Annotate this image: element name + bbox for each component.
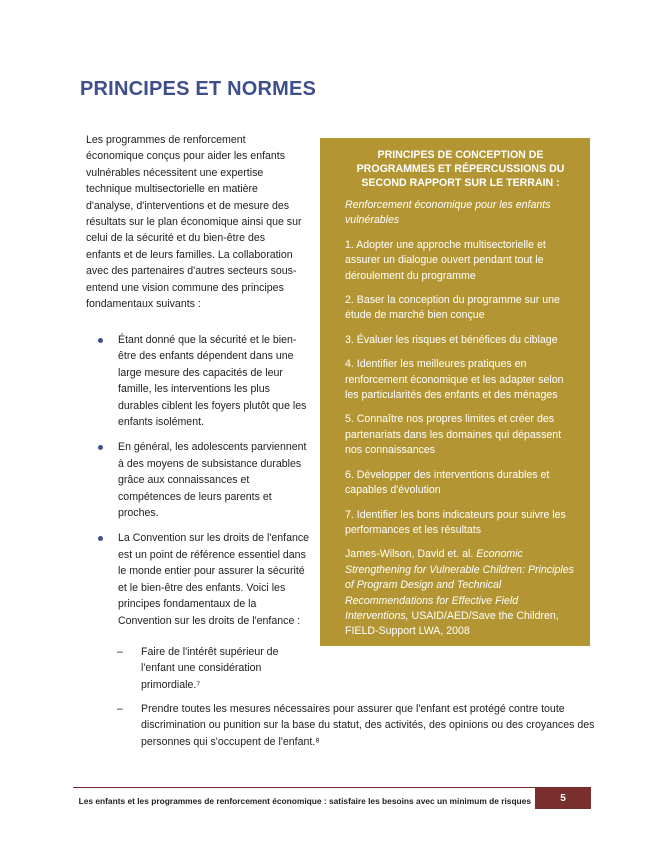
box-heading: PRINCIPES DE CONCEPTION DE PROGRAMMES ET RÉPERCUSSIONS DU SECOND RAPPORT SUR LE TERRAIN : — [356, 149, 565, 189]
footer-running-title: Les enfants et les programmes de renforcement économique : satisfaire les besoins avec un minimum de risques — [78, 796, 531, 806]
sub-item-text: Faire de l'intérêt supérieur de l'enfant une considération primordiale.⁷ — [141, 646, 279, 691]
principle-item: 1. Adopter une approche multisectorielle et assurer un dialogue ouvert pendant tout le déroulement du programme — [345, 238, 546, 282]
box-citation — [345, 547, 576, 639]
dash-marker: – — [117, 703, 123, 715]
citation-title: Economic Strengthening for Vulnerable Children: Principles of Program Design and Technical Recommendations for Effective Field Interventions, — [345, 548, 574, 622]
principles-sidebar-box — [320, 138, 590, 646]
sub-item — [117, 701, 597, 750]
citation-authors: James-Wilson, David et. al. — [345, 548, 477, 561]
bullet-item — [96, 530, 310, 628]
bullet-icon — [98, 536, 103, 541]
box-subtitle: Renforcement économique pour les enfants vulnérables — [345, 199, 551, 227]
principle-item: 3. Évaluer les risques et bénéfices du ciblage — [345, 333, 558, 346]
principle-item: 6. Développer des interventions durables et capables d'évolution — [345, 468, 550, 497]
sub-item-text: Prendre toutes les mesures nécessaires pour assurer que l'enfant est protégé contre toute discrimination ou punition sur la base du statut, des activités, des opinions ou des croyances des personnes qui s'occupent de l'enfant.⁸ — [141, 703, 595, 748]
bullet-icon — [98, 338, 103, 343]
principle-item: 2. Baser la conception du programme sur une étude de marché bien conçue — [345, 294, 560, 322]
principle-item: 7. Identifier les bons indicateurs pour suivre les performances et les résultats — [345, 508, 566, 536]
bullet-item — [96, 332, 310, 430]
principle-item: 4. Identifier les meilleures pratiques en renforcement économique et les adapter selon les particularités des enfants et des ménages — [345, 358, 564, 402]
sub-item — [117, 644, 297, 693]
bullet-item — [96, 439, 310, 521]
bullet-list — [96, 332, 310, 638]
intro-paragraph: Les programmes de renforcement économique conçus pour aider les enfants vulnérables nécessitent une expertise technique multisectorielle en matière d'analyse, d'interventions et de mesure des résultats sur le plan économique ainsi que sur celui de la sécurité et du bien-être des enfants et de leurs familles. La collaboration avec des partenaires d'autres secteurs sous-entend une vision commune des principes fondamentaux suivants : — [86, 134, 302, 311]
page-number: 5 — [535, 788, 591, 809]
dash-marker: – — [117, 646, 123, 658]
bullet-text: En général, les adolescents parviennent à des moyens de subsistance durables grâce aux connaissances et compétences de leurs parents et proches. — [118, 441, 307, 520]
page-title: PRINCIPES ET NORMES — [80, 78, 317, 100]
principle-item: 5. Connaître nos propres limites et créer des partenariats dans les domaines qui dépassent nos connaissances — [345, 413, 562, 457]
citation-publisher: USAID/AED/Save the Children, FIELD-Support LWA, 2008 — [345, 609, 559, 638]
bullet-text: La Convention sur les droits de l'enfance est un point de référence essentiel dans le monde entier pour assurer la sécurité et le bien-être des enfants. Voici les principes fondamentaux de la Convention sur les droits de l'enfance : — [118, 532, 310, 627]
bullet-text: Étant donné que la sécurité et le bien-être des enfants dépendent dans une large mesure des capacités de leur famille, les interventions les plus durables ciblent les foyers plutôt que les enfants isolément. — [118, 334, 307, 429]
bullet-icon — [98, 445, 103, 450]
footer-divider — [73, 787, 591, 788]
